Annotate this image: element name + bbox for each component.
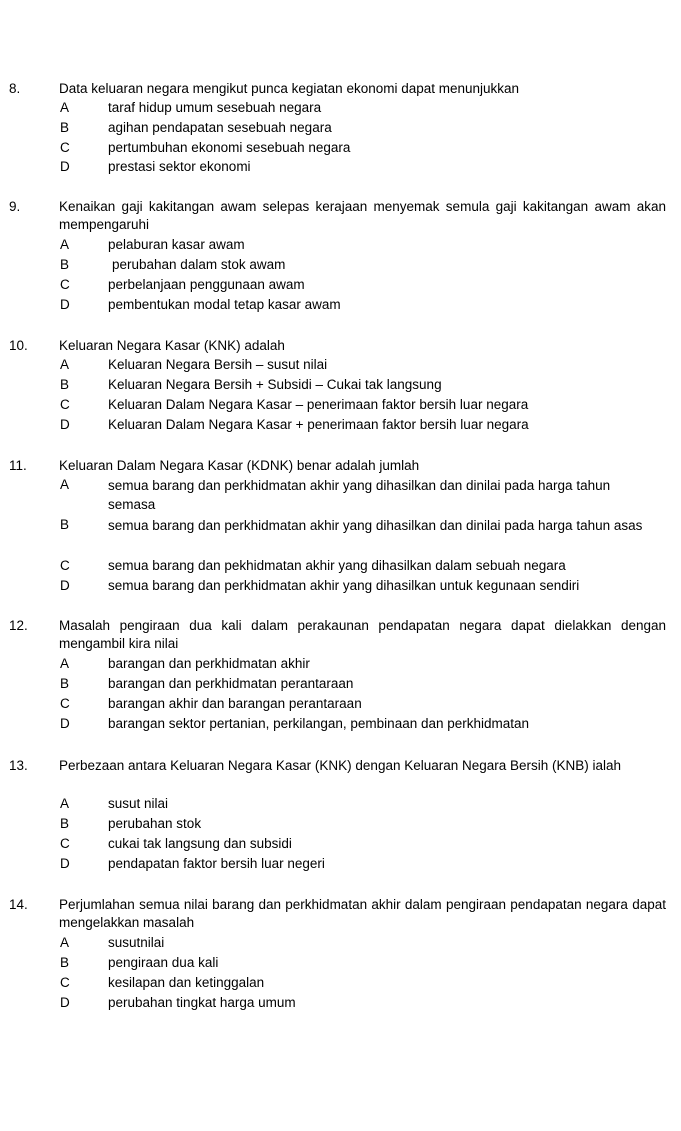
option-text: barangan dan perkhidmatan perantaraan	[108, 676, 354, 691]
option-text: barangan akhir dan barangan perantaraan	[108, 696, 362, 711]
option-text: Keluaran Dalam Negara Kasar – penerimaan faktor bersih luar negara	[108, 397, 529, 412]
option-letter: C	[60, 975, 70, 990]
option-letter: D	[60, 856, 70, 871]
option-b	[0, 675, 681, 693]
option-text: pengiraan dua kali	[108, 955, 219, 970]
option-text: semua barang dan perkhidmatan akhir yang dihasilkan dan dinilai pada harga tahun asas	[108, 518, 643, 533]
option-d	[0, 855, 681, 873]
option-letter: C	[60, 397, 70, 412]
option-text: Keluaran Negara Bersih + Subsidi – Cukai tak langsung	[108, 377, 442, 392]
option-c	[0, 276, 681, 294]
question-stem: Keluaran Negara Kasar (KNK) adalah	[59, 338, 285, 353]
option-text: susut nilai	[108, 796, 169, 811]
option-letter: C	[60, 836, 70, 851]
question-stem: Keluaran Dalam Negara Kasar (KDNK) benar adalah jumlah	[59, 458, 420, 473]
option-text: pembentukan modal tetap kasar awam	[108, 297, 341, 312]
option-text: susutnilai	[108, 935, 165, 950]
option-letter: D	[60, 995, 70, 1010]
question-stem: Kenaikan gaji kakitangan awam selepas kerajaan menyemak semula gaji kakitangan awam akan mempengaruhi	[59, 199, 666, 232]
option-b	[0, 516, 681, 554]
option-c	[0, 695, 681, 713]
option-text: prestasi sektor ekonomi	[108, 159, 251, 174]
option-letter: A	[60, 477, 70, 492]
question-number: 10.	[9, 338, 28, 353]
option-letter: B	[60, 257, 70, 272]
option-c	[0, 557, 681, 575]
option-d	[0, 994, 681, 1012]
option-letter: D	[60, 716, 70, 731]
option-b	[0, 815, 681, 833]
option-letter: C	[60, 558, 70, 573]
question-stem: Perjumlahan semua nilai barang dan perkhidmatan akhir dalam pengiraan pendapatan negara dapat mengelakkan masalah	[59, 897, 666, 930]
option-letter: C	[60, 696, 70, 711]
option-letter: B	[60, 676, 70, 691]
option-letter: A	[60, 100, 70, 115]
option-text: perbelanjaan penggunaan awam	[108, 277, 305, 292]
option-text: perubahan dalam stok awam	[112, 257, 286, 272]
question-number: 13.	[9, 758, 28, 773]
option-text: barangan sektor pertanian, perkilangan, pembinaan dan perkhidmatan	[108, 716, 530, 731]
question-stem: Data keluaran negara mengikut punca kegiatan ekonomi dapat menunjukkan	[59, 81, 520, 96]
option-a	[0, 934, 681, 952]
option-a	[0, 99, 681, 117]
option-letter: B	[60, 517, 70, 532]
option-letter: D	[60, 578, 70, 593]
option-text: Keluaran Negara Bersih – susut nilai	[108, 357, 328, 372]
question-number: 12.	[9, 618, 28, 633]
option-b	[0, 954, 681, 972]
option-b	[0, 119, 681, 137]
question-stem: Masalah pengiraan dua kali dalam perakaunan pendapatan negara dapat dielakkan dengan mengambil kira nilai	[59, 618, 666, 651]
option-text: cukai tak langsung dan subsidi	[108, 836, 292, 851]
option-a	[0, 655, 681, 673]
option-text: agihan pendapatan sesebuah negara	[108, 120, 332, 135]
option-a	[0, 356, 681, 374]
option-text: semua barang dan perkhidmatan akhir yang dihasilkan dan dinilai pada harga tahun semasa	[108, 478, 611, 512]
question-number: 11.	[9, 458, 27, 473]
option-letter: A	[60, 796, 70, 811]
option-a	[0, 795, 681, 813]
option-letter: D	[60, 417, 70, 432]
option-d	[0, 715, 681, 733]
option-letter: A	[60, 935, 70, 950]
option-letter: B	[60, 955, 70, 970]
option-c	[0, 835, 681, 853]
option-c	[0, 974, 681, 992]
option-text: pelaburan kasar awam	[108, 237, 245, 252]
option-text: pendapatan faktor bersih luar negeri	[108, 856, 325, 871]
option-text: kesilapan dan ketinggalan	[108, 975, 265, 990]
option-letter: A	[60, 656, 70, 671]
option-text: pertumbuhan ekonomi sesebuah negara	[108, 140, 351, 155]
option-d	[0, 158, 681, 176]
option-letter: C	[60, 277, 70, 292]
option-letter: D	[60, 297, 70, 312]
question-stem: Perbezaan antara Keluaran Negara Kasar (KNK) dengan Keluaran Negara Bersih (KNB) ialah	[59, 758, 622, 773]
option-letter: A	[60, 237, 70, 252]
option-text: perubahan tingkat harga umum	[108, 995, 296, 1010]
option-text: taraf hidup umum sesebuah negara	[108, 100, 322, 115]
option-b	[0, 376, 681, 394]
option-d	[0, 296, 681, 314]
option-text: Keluaran Dalam Negara Kasar + penerimaan faktor bersih luar negara	[108, 417, 529, 432]
option-text: semua barang dan perkhidmatan akhir yang dihasilkan untuk kegunaan sendiri	[108, 578, 580, 593]
question-number: 9.	[9, 199, 21, 214]
option-c	[0, 139, 681, 157]
option-a	[0, 476, 681, 514]
option-text: semua barang dan pekhidmatan akhir yang dihasilkan dalam sebuah negara	[108, 558, 566, 573]
option-letter: A	[60, 357, 70, 372]
option-d	[0, 577, 681, 595]
option-text: barangan dan perkhidmatan akhir	[108, 656, 310, 671]
option-d	[0, 416, 681, 434]
option-letter: D	[60, 159, 70, 174]
option-text: perubahan stok	[108, 816, 202, 831]
question-number: 14.	[9, 897, 28, 912]
option-a	[0, 236, 681, 254]
option-letter: B	[60, 816, 70, 831]
option-c	[0, 396, 681, 414]
option-b	[0, 256, 681, 274]
option-letter: C	[60, 140, 70, 155]
option-letter: B	[60, 377, 70, 392]
question-number: 8.	[9, 81, 21, 96]
option-letter: B	[60, 120, 70, 135]
